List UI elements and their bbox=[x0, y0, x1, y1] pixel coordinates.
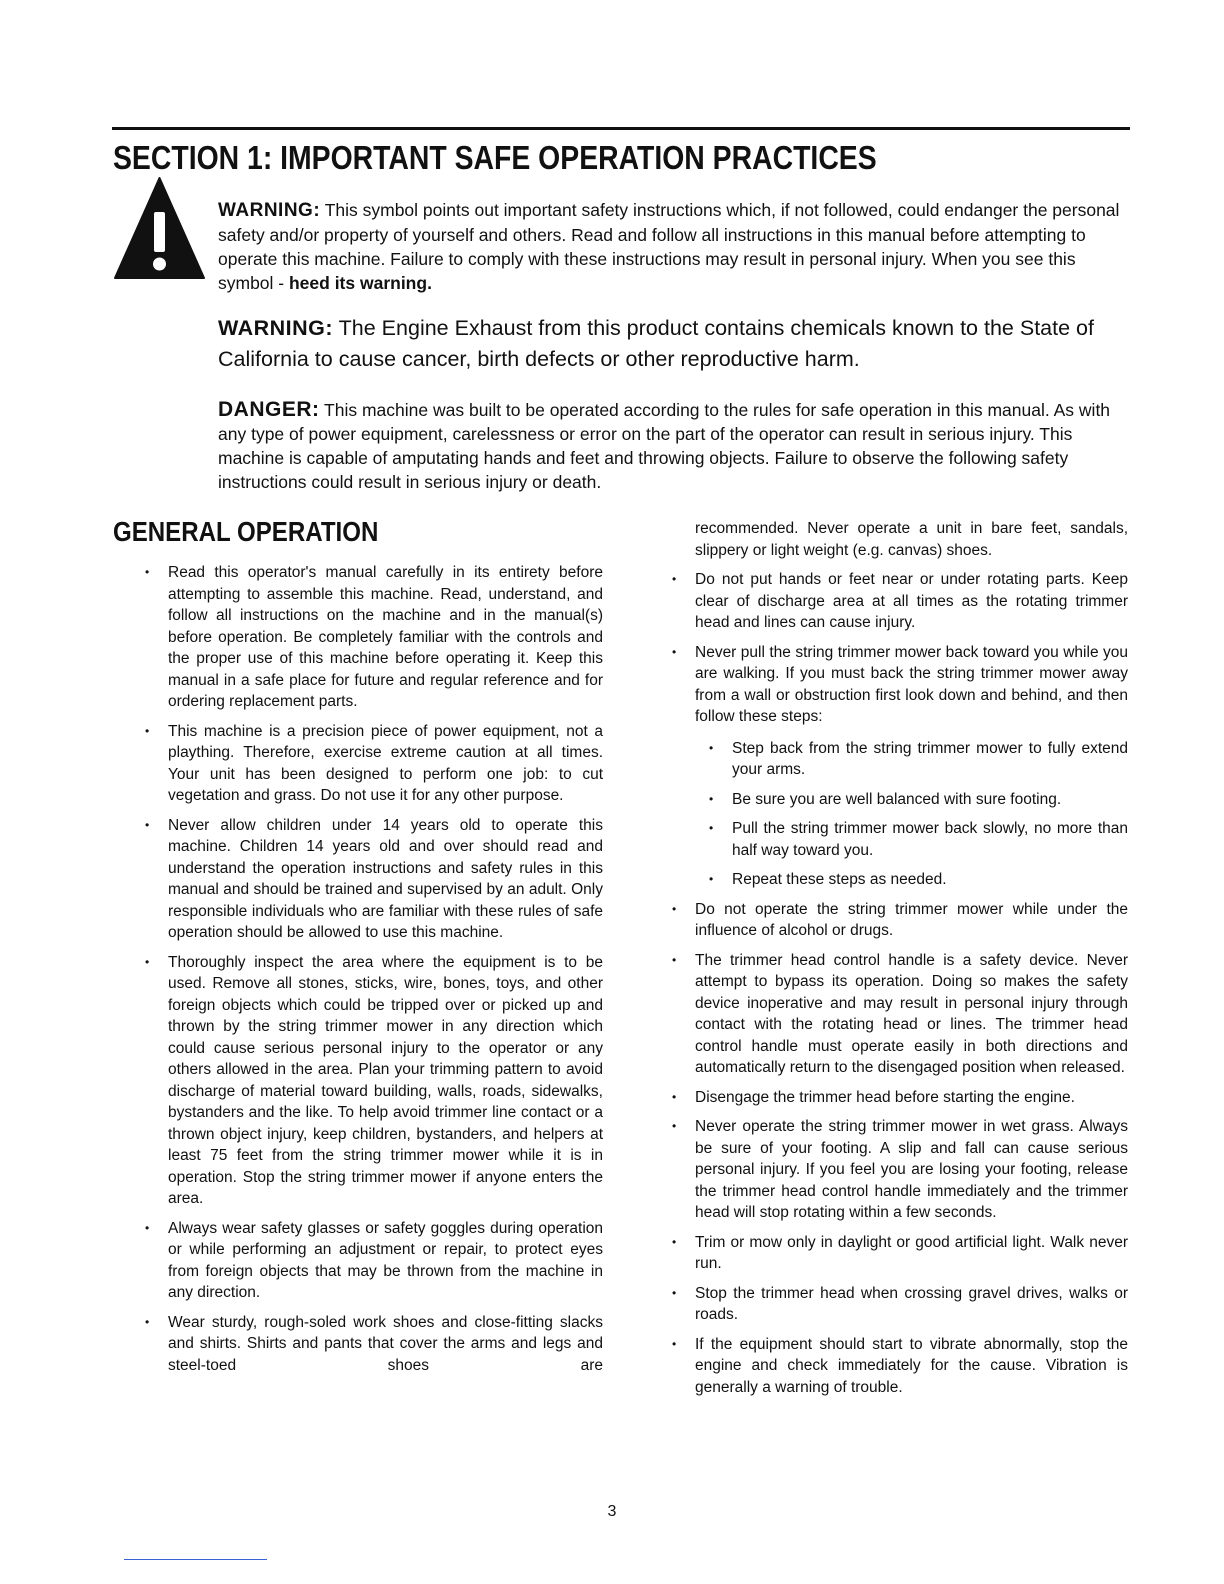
list-item: • Read this operator's manual carefully in its entirety before attempting to assemble this machine. Read, understand, and follow all instructions on the machine and in the manual(s) before operation. Be completely familiar with the controls and the proper use of this machine before operating it. Keep this manual in a safe place for future and regular reference and for ordering replacement parts. bbox=[145, 562, 603, 713]
list-item: • Never operate the string trimmer mower in wet grass. Always be sure of your footing. A slip and fall can cause serious personal injury. If you feel you are losing your footing, release the trimmer head control handle immediately and the trimmer head will stop rotating within a few seconds. bbox=[672, 1116, 1128, 1224]
general-operation-heading: GENERAL OPERATION bbox=[113, 516, 379, 547]
step-item: • Pull the string trimmer mower back slowly, no more than half way toward you. bbox=[695, 818, 1128, 861]
step-item: • Repeat these steps as needed. bbox=[695, 869, 1128, 891]
list-item-text: Never pull the string trimmer mower back toward you while you are walking. If you must back the string trimmer mower away from a wall or obstruction first look down and behind, and then follow these steps: bbox=[695, 643, 1128, 725]
california-warning-text: The Engine Exhaust from this product contains chemicals known to the State of California to cause cancer, birth defects or other reproductive harm. bbox=[218, 316, 1094, 371]
list-item: • Do not put hands or feet near or under rotating parts. Keep clear of discharge area at all times as the rotating trimmer head and lines can cause injury. bbox=[672, 569, 1128, 634]
danger-label: DANGER: bbox=[218, 398, 320, 421]
list-item: • The trimmer head control handle is a safety device. Never attempt to bypass its operation. Doing so makes the safety device inoperative and may result in personal injury through contact with the rotating head or lines. The trimmer head control handle must operate easily in both directions and automatically return to the disengaged position when released. bbox=[672, 950, 1128, 1079]
step-item: • Be sure you are well balanced with sure footing. bbox=[695, 789, 1128, 811]
list-item: • Wear sturdy, rough-soled work shoes and close-fitting slacks and shirts. Shirts and pants that cover the arms and legs and steel-toed shoes are bbox=[145, 1312, 603, 1377]
list-item-continuation: recommended. Never operate a unit in bare feet, sandals, slippery or light weight (e.g. canvas) shoes. bbox=[695, 520, 1128, 559]
california-warning-paragraph bbox=[218, 313, 1128, 375]
footer-rule bbox=[124, 1559, 267, 1560]
warning-triangle-icon bbox=[113, 176, 206, 280]
steps-list bbox=[695, 738, 1128, 891]
left-column bbox=[145, 562, 603, 1384]
page-number: 3 bbox=[607, 1503, 617, 1520]
list-item: • Never allow children under 14 years old to operate this machine. Children 14 years old and over should read and understand the operation instructions and safety rules in this manual and should be trained and supervised by an adult. Only responsible individuals who are familiar with these rules of safe operation should be allowed to use this machine. bbox=[145, 815, 603, 944]
list-item bbox=[672, 642, 1128, 891]
section-title: SECTION 1: IMPORTANT SAFE OPERATION PRACTICES bbox=[113, 139, 877, 176]
list-item: • Thoroughly inspect the area where the equipment is to be used. Remove all stones, sticks, wire, bones, toys, and other foreign objects which could be tripped over or picked up and thrown by the string trimmer mower in any direction which could cause serious personal injury to the operator or any others allowed in the area. Plan your trimming pattern to avoid discharge of material toward building, walls, roads, sidewalks, bystanders and the like. To help avoid trimmer line contact or a thrown object injury, keep children, bystanders, and helpers at least 75 feet from the string trimmer mower while it is in operation. Stop the string trimmer mower if anyone enters the area. bbox=[145, 952, 603, 1210]
list-item: • Always wear safety glasses or safety goggles during operation or while performing an adjustment or repair, to protect eyes from foreign objects that may be thrown from the machine in any direction. bbox=[145, 1218, 603, 1304]
list-item: • Stop the trimmer head when crossing gravel drives, walks or roads. bbox=[672, 1283, 1128, 1326]
heed-warning-end: . bbox=[427, 273, 432, 293]
warning-label: WARNING: bbox=[218, 316, 334, 340]
warning-symbol-paragraph bbox=[218, 198, 1128, 295]
general-operation-list-right bbox=[672, 569, 1128, 1398]
list-item: • Trim or mow only in daylight or good artificial light. Walk never run. bbox=[672, 1232, 1128, 1275]
warning-label: WARNING: bbox=[218, 200, 321, 221]
right-column bbox=[672, 518, 1128, 1406]
general-operation-list-left bbox=[145, 562, 603, 1376]
step-item: • Step back from the string trimmer mower to fully extend your arms. bbox=[695, 738, 1128, 781]
list-item: • Do not operate the string trimmer mower while under the influence of alcohol or drugs. bbox=[672, 899, 1128, 942]
list-item: • This machine is a precision piece of power equipment, not a plaything. Therefore, exercise extreme caution at all times. Your unit has been designed to perform one job: to cut vegetation and grass. Do not use it for any other purpose. bbox=[145, 721, 603, 807]
warning-text: This symbol points out important safety instructions which, if not followed, could endanger the personal safety and/or property of yourself and others. Read and follow all instructions in this manual before attempting to operate this machine. Failure to comply with these instructions may result in personal injury. When you see this symbol - bbox=[218, 200, 1120, 293]
danger-paragraph bbox=[218, 398, 1128, 494]
heed-warning-emphasis: heed its warning bbox=[288, 273, 428, 293]
danger-text: This machine was built to be operated according to the rules for safe operation in this manual. As with any type of power equipment, carelessness or error on the part of the operator can result in serious injury. This machine is capable of amputating hands and feet and throwing objects. Failure to observe the following safety instructions could result in serious injury or death. bbox=[218, 400, 1111, 492]
section-rule bbox=[112, 127, 1130, 130]
list-item: • If the equipment should start to vibrate abnormally, stop the engine and check immediately for the cause. Vibration is generally a warning of trouble. bbox=[672, 1334, 1128, 1399]
list-item: • Disengage the trimmer head before starting the engine. bbox=[672, 1087, 1128, 1109]
